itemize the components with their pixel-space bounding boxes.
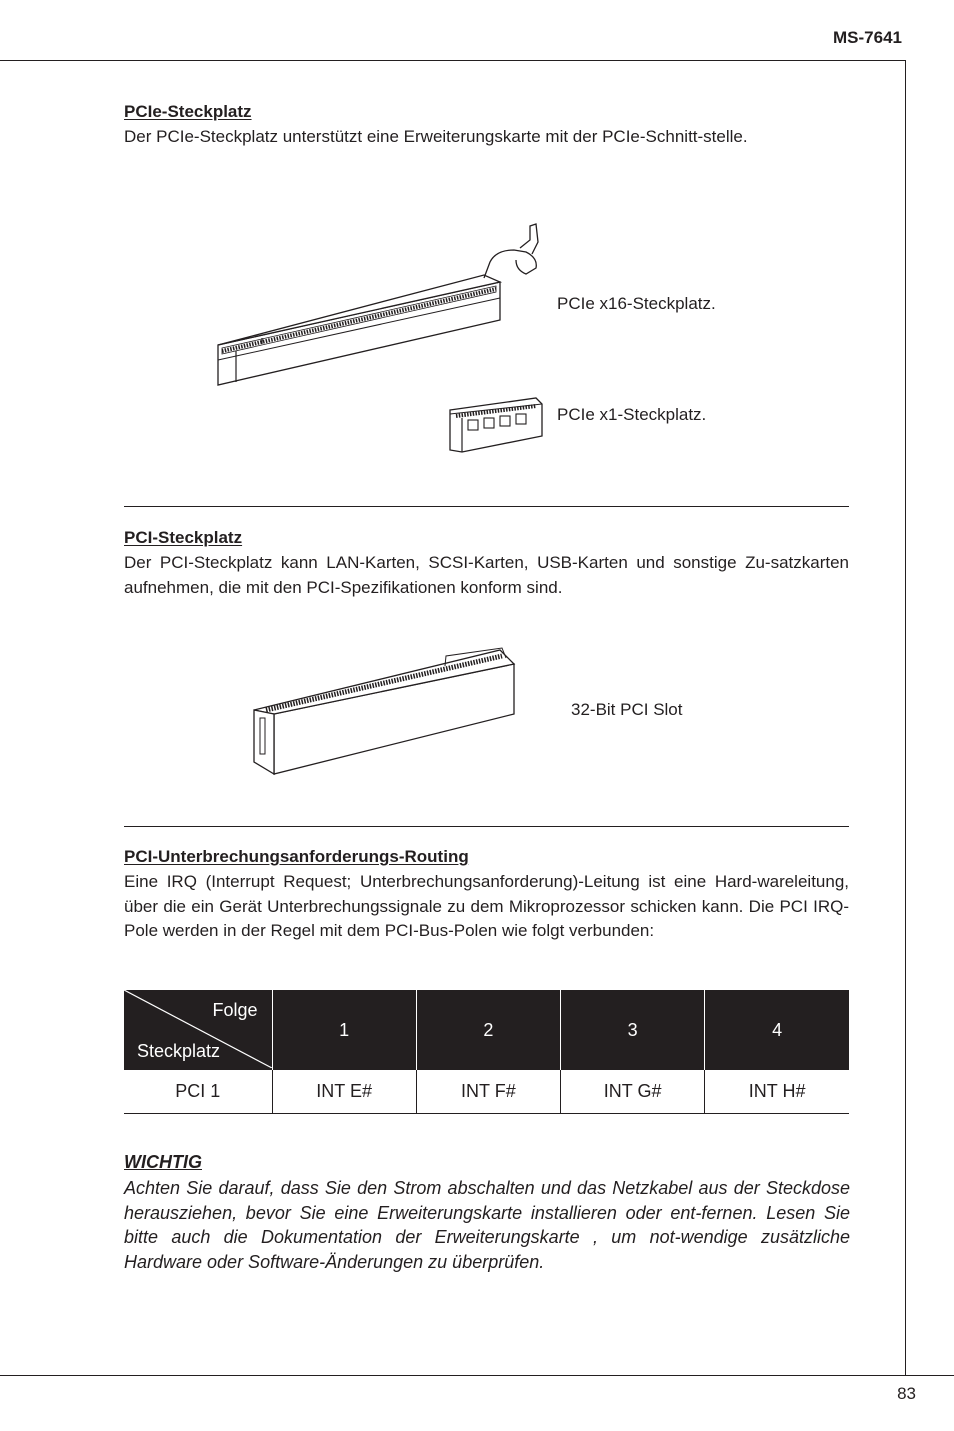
corner-label-slot: Steckplatz bbox=[137, 1041, 221, 1061]
pci-heading: PCI-Steckplatz bbox=[124, 528, 243, 547]
column-header: 1 bbox=[272, 990, 416, 1070]
table-row bbox=[124, 1070, 849, 1114]
irq-heading: PCI-Unterbrechungsanforderungs-Routing bbox=[124, 847, 469, 866]
irq-description: Eine IRQ (Interrupt Request; Unterbrechungsanforderung)-Leitung ist eine Hard-wareleitung, über die ein Gerät Unterbrechungssignale zu dem Mikroprozessor schicken kann. Die PCI IRQ-Pole werden in der Regel mit dem PCI-Bus-Polen wie folgt verbunden: bbox=[124, 872, 849, 940]
pci-description: Der PCI-Steckplatz kann LAN-Karten, SCSI-Karten, USB-Karten und sonstige Zu-satzkarten aufnehmen, die mit den PCI-Spezifikationen konform sind. bbox=[124, 553, 849, 597]
header-rule bbox=[0, 60, 906, 61]
table-cell: INT F# bbox=[416, 1070, 560, 1114]
table-cell: INT H# bbox=[705, 1070, 849, 1114]
table-header-row bbox=[124, 990, 849, 1070]
pcie-x16-label: PCIe x16-Steckplatz. bbox=[557, 294, 716, 313]
pci-slot-label: 32-Bit PCI Slot bbox=[571, 700, 683, 719]
warning-heading: WICHTIG bbox=[124, 1152, 202, 1172]
page-number: 83 bbox=[897, 1384, 916, 1403]
table-cell: INT E# bbox=[272, 1070, 416, 1114]
warning-text: Achten Sie darauf, dass Sie den Strom abschalten und das Netzkabel aus der Steckdose herausziehen, bevor Sie eine Erweiterungskarte installieren oder ent-fernen. Lesen Sie bitte auch die Dokumentation der Erweiterungskarte , um not-wendige zusätzliche Hardware oder Software-Änderungen zu überprüfen. bbox=[124, 1178, 850, 1272]
model-number: MS-7641 bbox=[833, 28, 902, 47]
pci-32bit-slot-illustration bbox=[250, 644, 520, 778]
pcie-x1-label: PCIe x1-Steckplatz. bbox=[557, 405, 707, 424]
section-divider bbox=[124, 826, 849, 827]
pcie-description: Der PCIe-Steckplatz unterstützt eine Erweiterungskarte mit der PCIe-Schnitt-stelle. bbox=[124, 127, 748, 146]
table-corner-cell bbox=[124, 990, 272, 1070]
pcie-x1-slot-illustration bbox=[446, 392, 548, 456]
column-header: 3 bbox=[561, 990, 705, 1070]
pcie-x16-slot-illustration bbox=[214, 220, 554, 392]
margin-rule bbox=[905, 60, 906, 1376]
table-cell: INT G# bbox=[561, 1070, 705, 1114]
pcie-heading: PCIe-Steckplatz bbox=[124, 102, 252, 121]
column-header: 4 bbox=[705, 990, 849, 1070]
footer-rule bbox=[0, 1375, 954, 1376]
section-divider bbox=[124, 506, 849, 507]
row-slot-name: PCI 1 bbox=[124, 1070, 272, 1114]
irq-routing-table bbox=[124, 990, 849, 1114]
column-header: 2 bbox=[416, 990, 560, 1070]
corner-label-order: Folge bbox=[212, 1000, 258, 1020]
